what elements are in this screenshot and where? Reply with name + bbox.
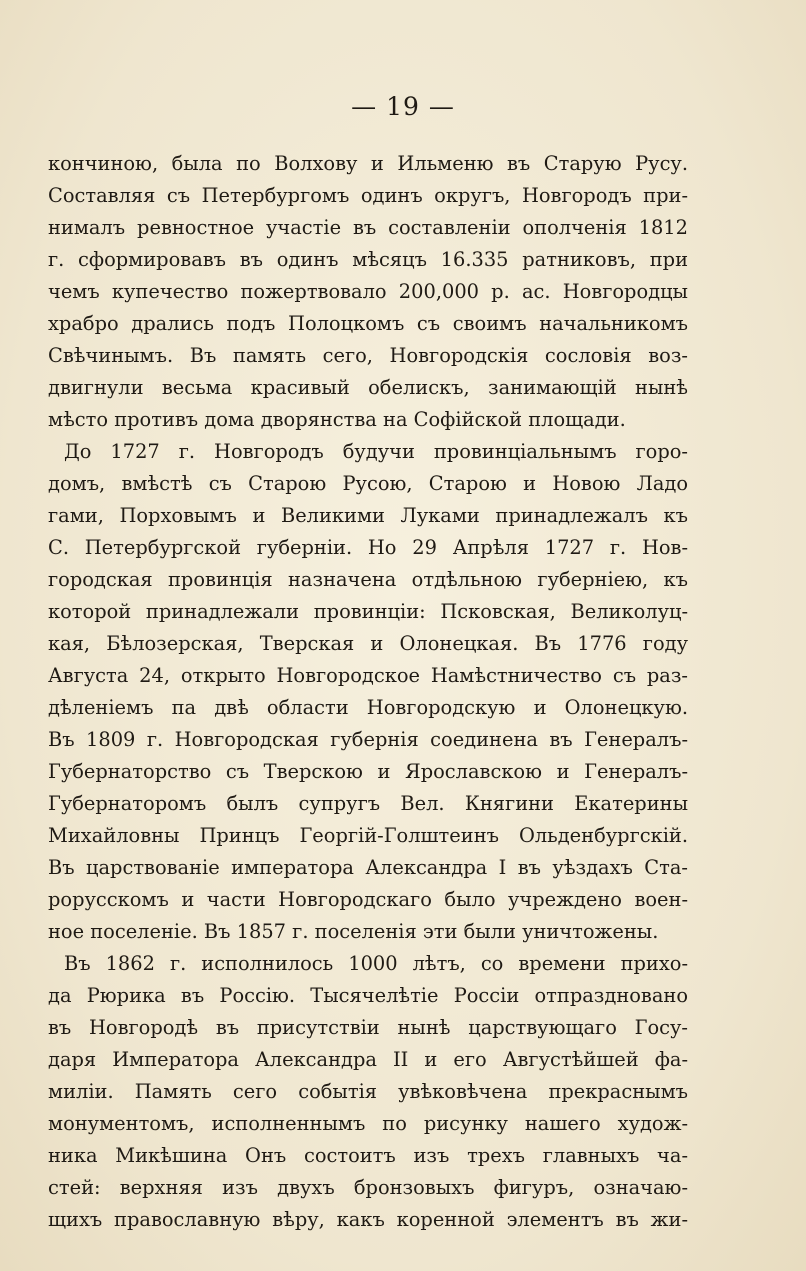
text-line: дѣленіемъ па двѣ области Новгородскую и Олонецкую. [48, 696, 688, 719]
text-line: Въ 1862 г. исполнилось 1000 лѣтъ, со времени прихо- [64, 952, 688, 975]
text-line: Губернаторомъ былъ супругъ Вел. Княгини Екатерины [48, 792, 688, 815]
text-line: даря Императора Александра II и его Августѣйшей фа- [48, 1048, 688, 1071]
text-line: кончиною, была по Волхову и Ильменю въ Старую Русу. [48, 152, 688, 175]
text-line: рорусскомъ и части Новгородскаго было учреждено воен- [48, 888, 688, 911]
text-line: Губернаторство съ Тверскою и Ярославскою и Генералъ- [48, 760, 688, 783]
text-line: ное поселеніе. Въ 1857 г. поселенія эти были уничтожены. [48, 920, 659, 943]
text-line: чемъ купечество пожертвовало 200,000 р. ас. Новгородцы [48, 280, 688, 303]
text-line: которой принадлежали провинціи: Псковская, Великолуц- [48, 600, 688, 623]
text-line: стей: верхняя изъ двухъ бронзовыхъ фигуръ, означаю- [48, 1176, 688, 1199]
text-line: Въ царствованіе императора Александра I въ уѣздахъ Ста- [48, 856, 688, 879]
text-line: монументомъ, исполненнымъ по рисунку нашего худож- [48, 1112, 688, 1135]
text-line: Въ 1809 г. Новгородская губернія соединена въ Генералъ- [48, 728, 688, 751]
text-line: миліи. Память сего событія увѣковѣчена прекраснымъ [48, 1080, 688, 1103]
text-line: городская провинція назначена отдѣльною губерніею, къ [48, 568, 688, 591]
text-line: да Рюрика въ Россію. Тысячелѣтіе Россіи отпраздновано [48, 984, 688, 1007]
text-line: кая, Бѣлозерская, Тверская и Олонецкая. Въ 1776 году [48, 632, 688, 655]
text-line: храбро дрались подъ Полоцкомъ съ своимъ начальникомъ [48, 312, 688, 335]
text-line: Свѣчинымъ. Въ память сего, Новгородскія сословія воз- [48, 344, 688, 367]
text-line: щихъ православную вѣру, какъ коренной элементъ въ жи- [48, 1208, 688, 1231]
text-line: гами, Порховымъ и Великими Луками принадлежалъ къ [48, 504, 688, 527]
text-line: двигнули весьма красивый обелискъ, занимающій нынѣ [48, 376, 688, 399]
page-number: — 19 — [351, 92, 455, 121]
text-line: въ Новгородѣ въ присутствіи нынѣ царствующаго Госу- [48, 1016, 688, 1039]
text-line: ника Микѣшина Онъ состоитъ изъ трехъ главныхъ ча- [48, 1144, 688, 1167]
text-line: Августа 24, открыто Новгородское Намѣстничество съ раз- [48, 664, 688, 687]
text-line: Михайловны Принцъ Георгій-Голштеинъ Ольденбургскій. [48, 824, 688, 847]
text-line: г. сформировавъ въ одинъ мѣсяцъ 16.335 ратниковъ, при [48, 248, 688, 271]
text-line: мѣсто противъ дома дворянства на Софійской площади. [48, 408, 626, 431]
text-line: До 1727 г. Новгородъ будучи провинціальнымъ горо- [64, 440, 688, 463]
text-line: С. Петербургской губерніи. Но 29 Апрѣля 1727 г. Нов- [48, 536, 688, 559]
text-line: домъ, вмѣстѣ съ Старою Русою, Старою и Новою Ладо [48, 472, 688, 495]
text-line: Составляя съ Петербургомъ одинъ округъ, Новгородъ при- [48, 184, 688, 207]
text-line: нималъ ревностное участіе въ составленіи ополченія 1812 [48, 216, 688, 239]
body-text [48, 148, 688, 1236]
